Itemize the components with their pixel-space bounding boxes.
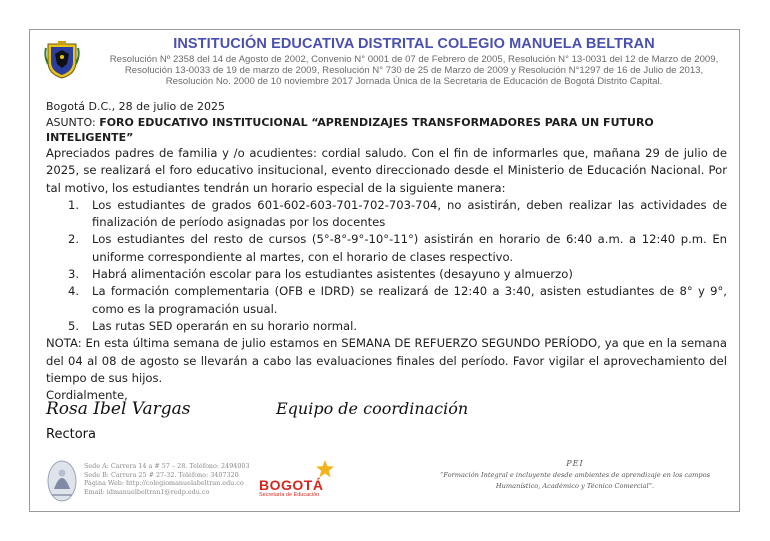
bogota-subtitle: Secretaría de Educación <box>259 492 320 498</box>
list-text: Habrá alimentación escolar para los estudiantes asistentes (desayuno y almuerzo) <box>92 267 573 282</box>
signature-block <box>46 393 646 453</box>
schedule-list <box>46 197 727 335</box>
subject-label: ASUNTO: <box>46 116 96 129</box>
list-text: La formación complementaria (OFB e IDRD) se realizará de 12:40 a 3:40, asisten estudiantes de 8° y 9°, como es la programación usual. <box>92 284 727 316</box>
letter-date: Bogotá D.C., 28 de julio de 2025 <box>46 100 226 113</box>
school-email: Email: idmanuelbeltran1@redp.edu.co <box>84 487 210 496</box>
list-text: Las rutas SED operarán en su horario normal. <box>92 318 358 333</box>
pei-text: “Formación Integral e incluyente desde ambientes de aprendizaje en los campos Humanístico, Académico y Técnico Comercial”. <box>440 471 710 490</box>
list-text: Los estudiantes de grados 601-602-603-701-702-703-704, no asistirán, deben realizar las actividades de finalización de período asignadas por los docentes <box>92 197 727 230</box>
letter-footer <box>30 455 739 513</box>
signer-role: Rectora <box>46 427 96 442</box>
pei-label: PEI <box>566 459 584 468</box>
letter-closing: Cordialmente, <box>46 388 128 403</box>
document-page <box>29 29 740 512</box>
list-number: 3. <box>68 267 80 282</box>
subject-text: FORO EDUCATIVO INSTITUCIONAL “APRENDIZAJES TRANSFORMADORES PARA UN FUTURO INTELIGENTE” <box>46 116 654 144</box>
list-text: Los estudiantes del resto de cursos (5°-8°-9°-10°-11°) asistirán en horario de 6:40 a.m. a 12:40 p.m. En uniforme correspondiente al martes, con el horario de clases respectivo. <box>92 232 727 264</box>
letterhead <box>30 30 739 98</box>
school-logo-icon <box>46 459 78 503</box>
letter-subject <box>46 115 727 145</box>
list-number: 5. <box>68 318 80 333</box>
bogota-wordmark: BOGOTÁ <box>259 477 324 493</box>
list-number: 2. <box>68 232 80 247</box>
list-item <box>46 266 727 283</box>
institution-title: INSTITUCIÓN EDUCATIVA DISTRITAL COLEGIO MANUELA BELTRAN <box>173 36 655 52</box>
list-item <box>46 318 727 335</box>
school-addresses <box>84 462 250 496</box>
list-item <box>46 283 727 318</box>
signer-name: Rosa Ibel Vargas <box>46 399 191 419</box>
list-item <box>46 197 727 232</box>
list-item <box>46 231 727 266</box>
letter-body <box>46 98 727 404</box>
bogota-education-logo <box>259 459 337 499</box>
sede-b-address: Sede B: Carrera 25 # 27-32. Teléfono: 3407320 <box>84 470 239 479</box>
school-website: Página Web: http://colegiomanuelabeltran.edu.co <box>84 479 244 488</box>
list-number: 4. <box>68 284 80 299</box>
letter-intro: Apreciados padres de familia y /o acudientes: cordial saludo. Con el fin de informarles que, mañana 29 de julio de 2025, se realizará el foro educativo insitucional, evento direccionado desde el Ministerio de Educación Nacional. Por tal motivo, los estudiantes tendrán un horario especial de la siguiente manera: <box>46 146 727 195</box>
pei-statement <box>430 459 720 492</box>
institution-resolutions: Resolución Nº 2358 del 14 de Agosto de 2002, Convenio N° 0001 de 07 de Febrero de 2005, Resolución N° 13-0031 del 12 de Marzo de 2009, Resolución 13-0033 de 19 de marzo de 2009, Resolución N° 730 de 25 de Marzo de 2009 y Resolución N°1297 de 16 de Julio de 2013, Resolución No. 2000 de 10 noviembre 2017 Jornada Única de la Secretaria de Educación de Bogotá Distrito Capital. <box>109 54 719 87</box>
coordination-team: Equipo de coordinación <box>276 399 469 418</box>
bogota-coat-of-arms-icon <box>44 40 80 80</box>
list-number: 1. <box>68 197 80 212</box>
star-icon <box>315 459 335 479</box>
letter-note: NOTA: En esta última semana de julio estamos en SEMANA DE REFUERZO SEGUNDO PERÍODO, ya que en la semana del 04 al 08 de agosto se llevarán a cabo las evaluaciones finales del período. Favor vigilar el aprovechamiento del tiempo de sus hijos. <box>46 336 727 385</box>
sede-a-address: Sede A: Carrera 14 a # 57 – 28. Teléfono: 2494003 <box>84 462 250 470</box>
